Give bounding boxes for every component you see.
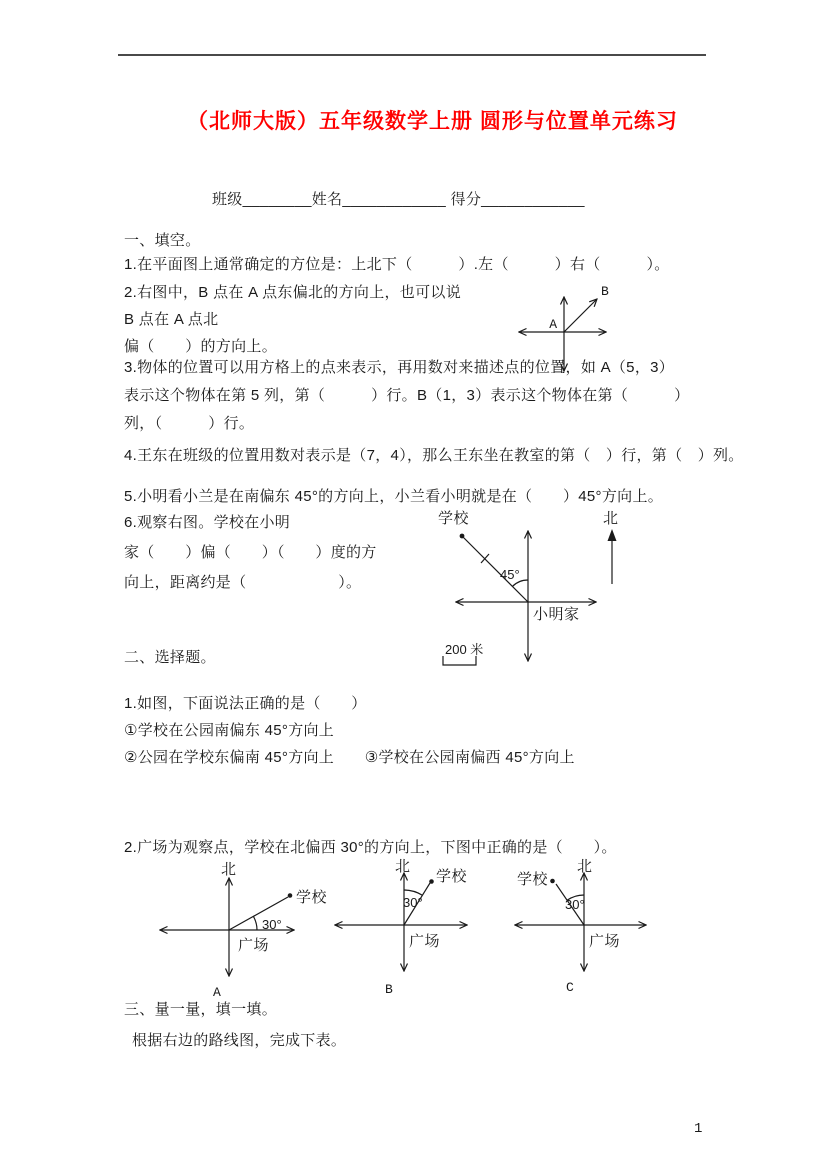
north-label: 北 — [221, 861, 237, 878]
student-info-line: 班级________姓名____________ 得分____________ — [212, 191, 585, 208]
school-label: 学校 — [438, 510, 470, 527]
fill-question-2-line-2: B 点在 A 点北 — [124, 311, 219, 328]
direction-arrow-to-b — [564, 299, 597, 332]
fill-question-2-line-1: 2.右图中，B 点在 A 点东偏北的方向上，也可以说 — [124, 284, 461, 301]
header-rule — [118, 54, 706, 56]
point-a-label: A — [549, 317, 557, 332]
school-point — [288, 893, 293, 898]
north-arrow-head — [608, 529, 617, 541]
choice-question-1-option-1: ①学校在公园南偏东 45°方向上 — [124, 722, 335, 739]
page-title: （北师大版）五年级数学上册 圆形与位置单元练习 — [187, 110, 678, 133]
school-point — [429, 879, 434, 884]
fill-question-6-line-1: 6.观察右图。学校在小明 — [124, 514, 291, 531]
diagram-option-a — [150, 851, 342, 1001]
diagram-option-c — [504, 851, 656, 1001]
point-b-label: B — [601, 284, 609, 299]
school-label: 学校 — [517, 871, 549, 888]
diagram-option-b — [328, 851, 476, 1001]
fill-question-5: 5.小明看小兰是在南偏东 45°的方向上，小兰看小明就是在（ ）45°方向上。 — [124, 488, 664, 505]
school-point — [550, 879, 555, 884]
choice-question-1-options-2-3: ②公园在学校东偏南 45°方向上 ③学校在公园南偏西 45°方向上 — [124, 749, 575, 766]
option-tag: B — [385, 982, 393, 997]
angle-label: 45° — [500, 567, 520, 582]
fill-question-3-line-2: 表示这个物体在第 5 列，第（ ）行。B（1，3）表示这个物体在第（ ） — [124, 387, 690, 404]
north-label: 北 — [603, 510, 619, 527]
angle-label: 30° — [403, 895, 423, 910]
section-fill-heading: 一、填空。 — [124, 232, 201, 249]
plaza-label: 广场 — [238, 937, 270, 954]
scale-bar — [443, 656, 476, 665]
measure-instruction: 根据右边的路线图，完成下表。 — [132, 1032, 347, 1049]
fill-question-1: 1.在平面图上通常确定的方位是：上北下（ ）.左（ ）右（ ）。 — [124, 256, 670, 273]
diagram-q2-compass — [505, 275, 625, 380]
fill-question-2-line-3: 偏（ ）的方向上。 — [124, 338, 278, 355]
north-label: 北 — [395, 858, 411, 875]
plaza-label: 广场 — [409, 933, 441, 950]
home-label: 小明家 — [533, 606, 580, 623]
angle-label: 30° — [565, 897, 585, 912]
choice-question-1: 1.如图，下面说法正确的是（ ） — [124, 695, 367, 712]
plaza-label: 广场 — [589, 933, 621, 950]
option-tag: C — [566, 980, 574, 995]
section-measure-heading: 三、量一量，填一填。 — [124, 1001, 278, 1018]
diagram-q6-school-map — [432, 503, 662, 671]
school-label: 学校 — [436, 868, 468, 885]
fill-question-4: 4.王东在班级的位置用数对表示是（7，4），那么王东坐在教室的第（ ）行，第（ ）列。 — [124, 447, 744, 464]
scale-label: 200 米 — [445, 642, 484, 657]
angle-label: 30° — [262, 917, 282, 932]
option-tag: A — [213, 985, 221, 1000]
school-label: 学校 — [296, 889, 328, 906]
fill-question-3-line-1: 3.物体的位置可以用方格上的点来表示，再用数对来描述点的位置，如 A（5，3） — [124, 359, 675, 376]
fill-question-6-line-2: 家（ ）偏（ ）（ ）度的方 — [124, 544, 377, 561]
north-label: 北 — [577, 858, 593, 875]
section-choice-heading: 二、选择题。 — [124, 649, 216, 666]
fill-question-3-line-3: 列，（ ）行。 — [124, 415, 255, 432]
choice-question-2: 2.广场为观察点，学校在北偏西 30°的方向上，下图中正确的是（ ）。 — [124, 839, 617, 856]
fill-question-6-line-3: 向上，距离约是（ ）。 — [124, 574, 362, 591]
angle-arc — [253, 916, 257, 930]
page-number: 1 — [694, 1121, 703, 1137]
